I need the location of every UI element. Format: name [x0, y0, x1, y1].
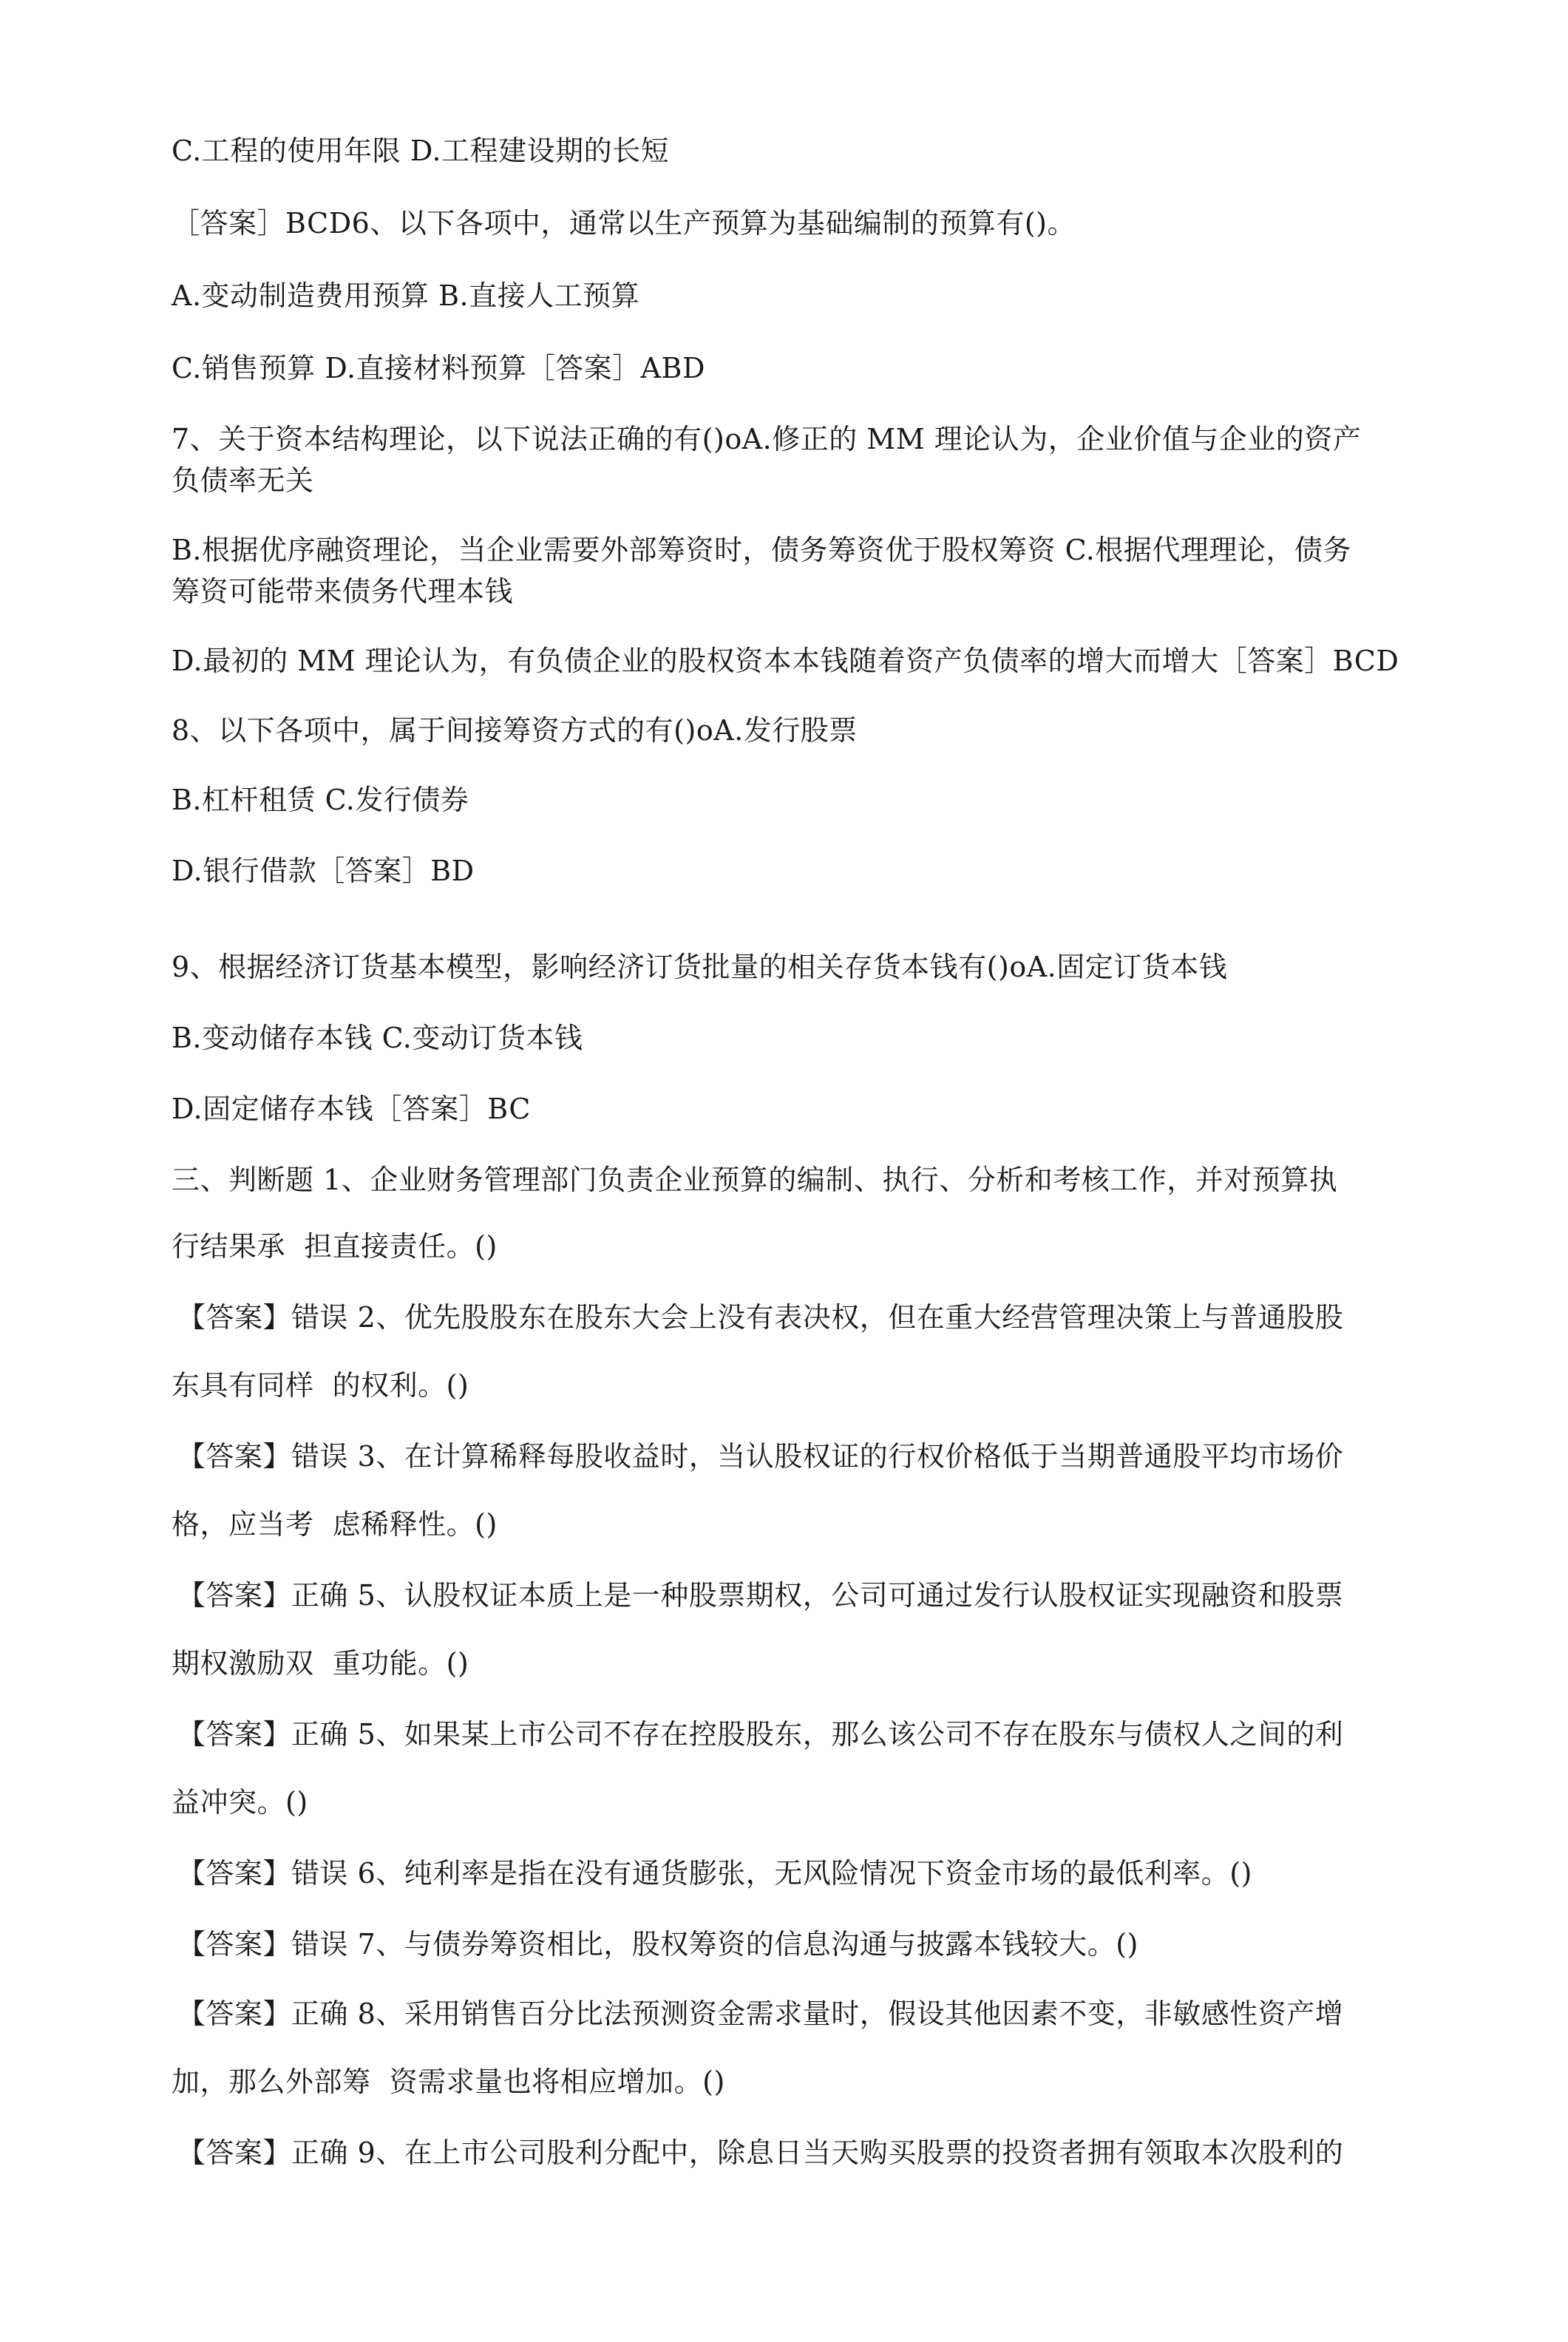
text-line: C.工程的使用年限 D.工程建设期的长短	[172, 135, 670, 167]
text-line: 【答案】正确 9、在上市公司股利分配中，除息日当天购买股票的投资者拥有领取本次股利的	[177, 2136, 1344, 2169]
text-line: 【答案】错误 7、与债券筹资相比，股权筹资的信息沟通与披露本钱较大。()	[177, 1928, 1138, 1961]
text-line: 期权激励双 重功能。()	[172, 1647, 469, 1680]
text-line: 【答案】正确 8、采用销售百分比法预测资金需求量时，假设其他因素不变，非敏感性资产增	[177, 1998, 1344, 2030]
text-line: 【答案】错误 3、在计算稀释每股收益时，当认股权证的行权价格低于当期普通股平均市场价	[177, 1440, 1344, 1473]
text-line: 7、关于资本结构理论，以下说法正确的有()oA.修正的 MM 理论认为，企业价值与企业的资产	[172, 423, 1362, 455]
text-line: 筹资可能带来债务代理本钱	[172, 575, 514, 608]
text-line: B.根据优序融资理论，当企业需要外部筹资时，债务筹资优于股权筹资 C.根据代理理论，债务	[172, 534, 1351, 566]
text-line: 加，那么外部筹 资需求量也将相应增加。()	[172, 2066, 725, 2098]
text-line: 行结果承 担直接责任。()	[172, 1230, 498, 1263]
text-line: C.销售预算 D.直接材料预算［答案］ABD	[172, 352, 705, 384]
text-line: 【答案】正确 5、认股权证本质上是一种股票期权，公司可通过发行认股权证实现融资和股票	[177, 1579, 1344, 1612]
text-line: B.变动储存本钱 C.变动订货本钱	[172, 1022, 583, 1054]
text-line: 【答案】错误 2、优先股股东在股东大会上没有表决权，但在重大经营管理决策上与普通股股	[177, 1301, 1344, 1334]
text-line: A.变动制造费用预算 B.直接人工预算	[172, 279, 640, 312]
text-line: D.银行借款［答案］BD	[172, 855, 475, 887]
text-line: 【答案】错误 6、纯利率是指在没有通货膨张，无风险情况下资金市场的最低利率。()	[177, 1857, 1252, 1890]
text-line: 【答案】正确 5、如果某上市公司不存在控股股东，那么该公司不存在股东与债权人之间的利	[177, 1718, 1344, 1751]
text-line: 三、判断题 1、企业财务管理部门负责企业预算的编制、执行、分析和考核工作，并对预算执	[172, 1164, 1338, 1196]
text-line: ［答案］BCD6、以下各项中，通常以生产预算为基础编制的预算有()。	[172, 207, 1076, 240]
text-line: 益冲突。()	[172, 1786, 308, 1819]
text-line: 格，应当考 虑稀释性。()	[172, 1508, 498, 1541]
text-line: 负债率无关	[172, 464, 314, 497]
text-line: 9、根据经济订货基本模型，影响经济订货批量的相关存货本钱有()oA.固定订货本钱	[172, 951, 1228, 983]
text-line: 东具有同样 的权利。()	[172, 1369, 469, 1402]
text-line: D.最初的 MM 理论认为，有负债企业的股权资本本钱随着资产负债率的增大而增大［答案］BCD	[172, 645, 1399, 677]
text-line: B.杠杆租赁 C.发行债券	[172, 784, 469, 816]
text-line: 8、以下各项中，属于间接筹资方式的有()oA.发行股票	[172, 714, 858, 747]
text-line: D.固定储存本钱［答案］BC	[172, 1093, 531, 1125]
